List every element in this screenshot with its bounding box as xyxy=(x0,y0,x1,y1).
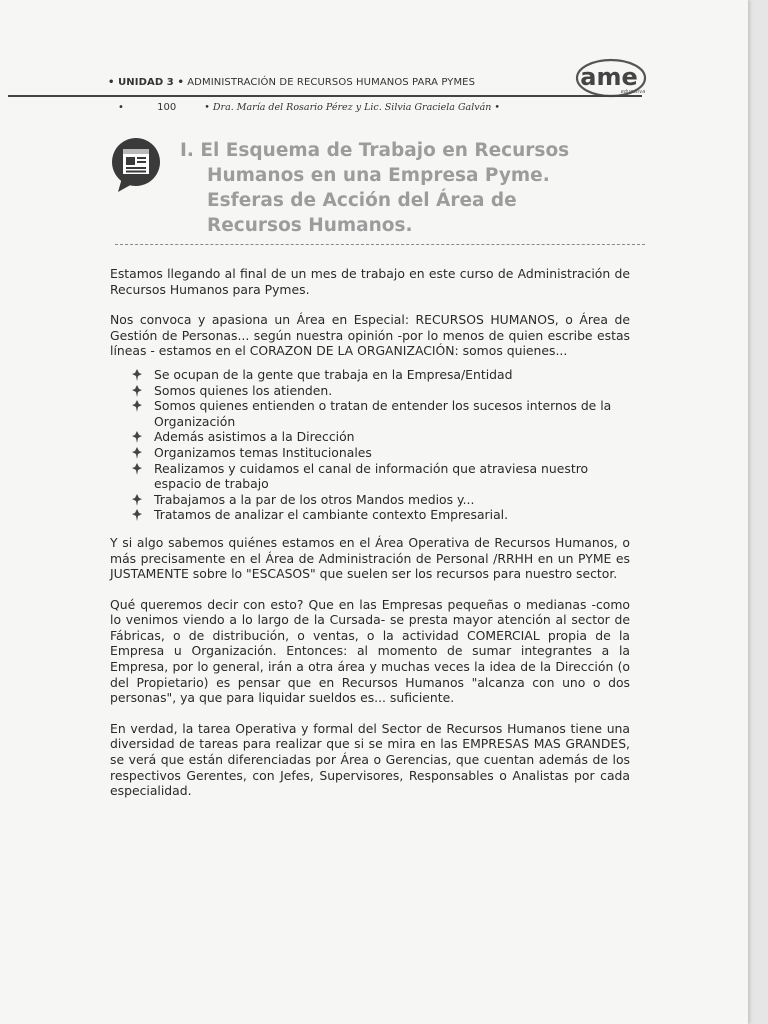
authors: • Dra. María del Rosario Pérez y Lic. Silvia Graciela Galván • xyxy=(204,102,501,113)
thumbtack-bullet-icon xyxy=(130,430,144,444)
thumbtack-bullet-icon xyxy=(130,368,144,382)
thumbtack-bullet-icon xyxy=(130,462,144,476)
page-subheader xyxy=(118,102,500,113)
title-line-3: Esferas de Acción del Área de xyxy=(207,190,517,211)
list-item-text: Trabajamos a la par de los otros Mandos medios y... xyxy=(154,491,475,507)
list-item xyxy=(128,398,630,429)
list-item xyxy=(128,383,630,399)
subheader-bullet: • xyxy=(118,102,124,113)
title-line-4: Recursos Humanos. xyxy=(207,215,413,236)
list-item xyxy=(128,492,630,508)
list-item xyxy=(128,445,630,461)
paragraph-2: Nos convoca y apasiona un Área en Especial: RECURSOS HUMANOS, o Área de Gestión de Personas... según nuestra opinión -por lo menos de quien escribe estas líneas - estamos en el CORAZON DE LA ORGANIZACIÓN: somos quienes... xyxy=(110,312,630,359)
title-line-1: I. El Esquema de Trabajo en Recursos xyxy=(180,140,570,161)
logo-text: ame xyxy=(580,63,638,91)
list-item xyxy=(128,461,630,492)
course-title: ADMINISTRACIÓN DE RECURSOS HUMANOS PARA PYMES xyxy=(187,77,476,88)
list-item-text: Se ocupan de la gente que trabaja en la Empresa/Entidad xyxy=(154,366,513,382)
list-item-text: Somos quienes los atienden. xyxy=(154,382,333,398)
thumbtack-bullet-icon xyxy=(130,384,144,398)
page-number: 100 xyxy=(157,102,177,113)
list-item-text: Tratamos de analizar el cambiante contexto Empresarial. xyxy=(154,507,509,523)
title-line-2: Humanos en una Empresa Pyme. xyxy=(207,165,550,186)
thumbtack-bullet-icon xyxy=(130,508,144,522)
paragraph-3: Y si algo sabemos quiénes estamos en el Área Operativa de Recursos Humanos, o más precisamente en el Área de Administración de Personal /RRHH en un PYME es JUSTAMENTE sobre lo "ESCASOS" que suelen ser los recursos para nuestro sector. xyxy=(110,534,630,582)
speech-bubble-document-icon xyxy=(108,136,164,194)
list-item-text: Realizamos y cuidamos el canal de información que atraviesa nuestro espacio de trabajo xyxy=(154,460,589,492)
thumbtack-bullet-icon xyxy=(130,446,144,460)
list-item-text: Además asistimos a la Dirección xyxy=(154,429,355,445)
ame-logo xyxy=(575,58,647,98)
unit-label: • UNIDAD 3 • xyxy=(108,77,184,88)
list-item-text: Organizamos temas Institucionales xyxy=(154,444,372,460)
list-item-text: Somos quienes entienden o tratan de entender los sucesos internos de la Organización xyxy=(154,398,612,429)
paragraph-1: Estamos llegando al final de un mes de trabajo en este curso de Administración de Recursos Humanos para Pymes. xyxy=(110,266,630,297)
logo-subtext: educativa xyxy=(620,89,646,95)
list-item xyxy=(128,507,630,523)
paragraph-4: Qué queremos decir con esto? Que en las Empresas pequeñas o medianas -como lo venimos viendo a lo largo de la Cursada- se presta mayor atención al sector de Fábricas, o de distribución, o ventas, o la actividad COMERCIAL propia de la Empresa u Organización. Entonces: al momento de sumar integrantes a la Empresa, por lo general, irán a otra área y muchas veces la idea de la Dirección (o del Propietario) es pensar que en Recursos Humanos "alcanza con uno o dos personas", ya que para liquidar sueldos es... suficiente. xyxy=(110,596,630,706)
thumbtack-bullet-icon xyxy=(130,493,144,507)
header-rule xyxy=(8,95,642,97)
bullet-list xyxy=(128,367,630,523)
running-header xyxy=(108,77,475,88)
title-divider xyxy=(115,244,645,245)
body-text xyxy=(110,266,630,814)
list-item xyxy=(128,367,630,383)
section-title xyxy=(180,138,620,238)
thumbtack-bullet-icon xyxy=(130,399,144,413)
paragraph-5: En verdad, la tarea Operativa y formal del Sector de Recursos Humanos tiene una diversidad de tareas para realizar que si se mira en las EMPRESAS MAS GRANDES, se verá que están diferenciadas por Área o Gerencias, que cuentan además de los respectivos Gerentes, con Jefes, Supervisores, Responsables o Analistas por cada especialidad. xyxy=(110,720,630,799)
list-item xyxy=(128,429,630,445)
